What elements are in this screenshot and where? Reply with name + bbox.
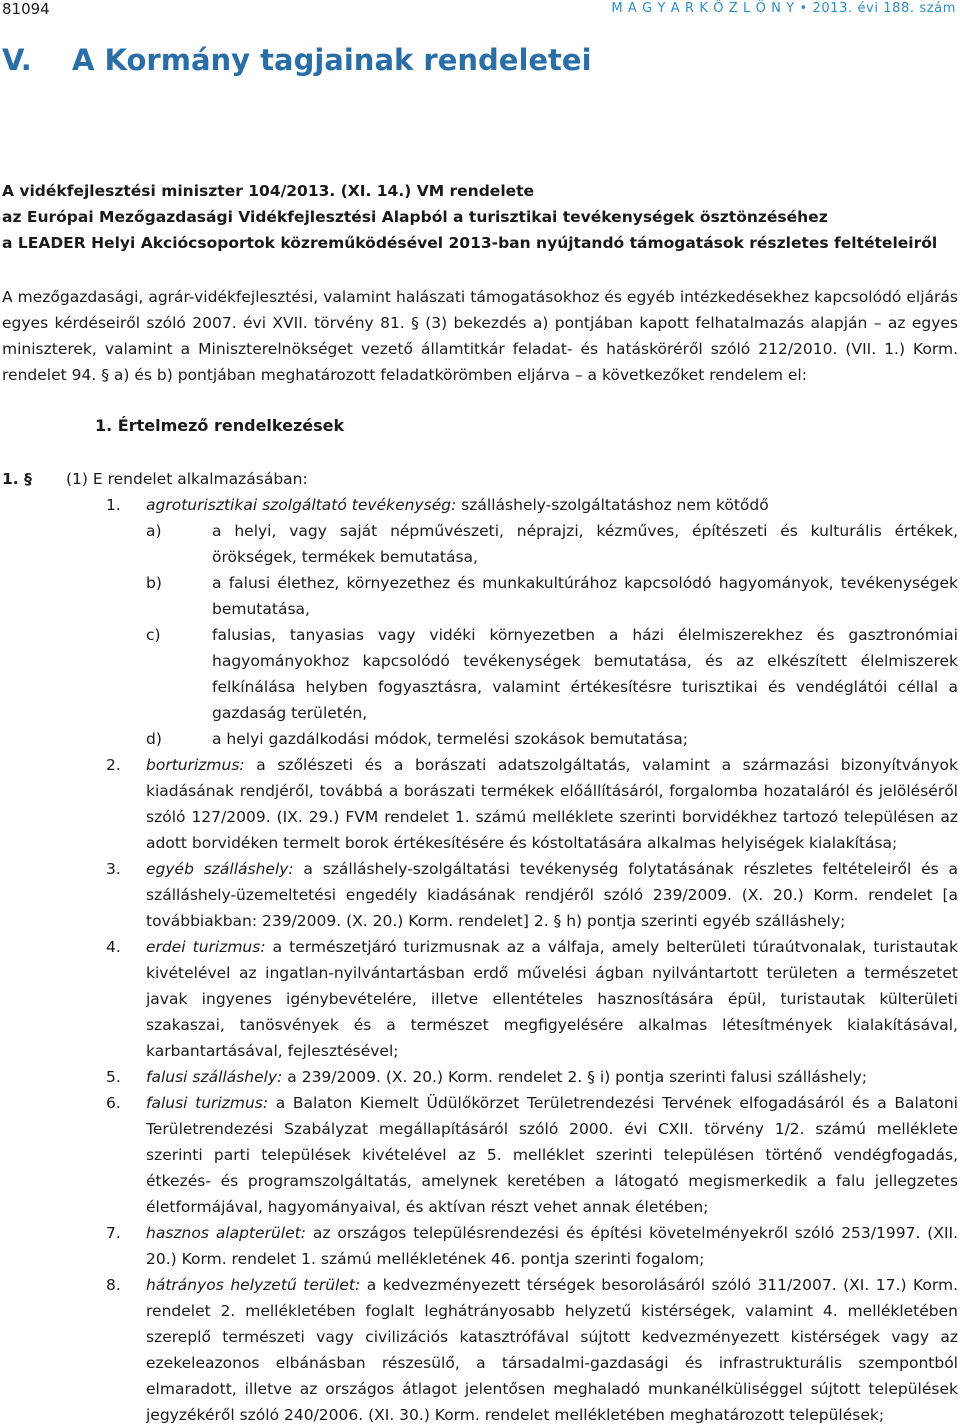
paragraph-1	[2, 466, 308, 492]
definition-text: szálláshely-szolgáltatáshoz nem kötődő	[456, 496, 769, 514]
definition-item-4	[106, 934, 958, 1064]
defined-term: hasznos alapterület:	[146, 1224, 306, 1242]
defined-term: erdei turizmus:	[146, 938, 266, 956]
item-number: 2.	[106, 756, 121, 774]
sub-item-letter: d)	[146, 730, 162, 748]
definition-list	[106, 492, 958, 1428]
definition-text: a 239/2009. (X. 20.) Korm. rendelet 2. § i) pontja szerinti falusi szálláshely;	[282, 1068, 868, 1086]
section-number: V.	[2, 43, 32, 77]
section-title: A Kormány tagjainak rendeletei	[72, 43, 592, 77]
defined-term: hátrányos helyzetű terület:	[146, 1276, 361, 1294]
item-number: 8.	[106, 1276, 121, 1294]
definition-item-7	[106, 1220, 958, 1272]
decree-title-line-3: a LEADER Helyi Akciócsoportok közreműködésével 2013-ban nyújtandó támogatások részletes feltételeiről	[2, 234, 938, 252]
sub-item-c	[146, 622, 958, 726]
definition-item-2	[106, 752, 958, 856]
definition-text: a Balaton Kiemelt Üdülőkörzet Területrendezési Tervének elfogadásáról és a Balatoni Területrendezési Szabályzat megállapításáról szóló 2000. évi CXII. törvény 1/2. számú melléklete szerinti parti települések kivételével az 5. melléklet szerinti településen történő vendégfogadás, étkezés- és programszolgáltatás, amelynek keretében a látogató megismerkedik a falu jellegzetes életformájával, hagyományaival, és aktívan részt vehet annak életében;	[146, 1094, 958, 1216]
item-number: 7.	[106, 1224, 121, 1242]
preamble: A mezőgazdasági, agrár-vidékfejlesztési, valamint halászati támogatásokhoz és egyéb intézkedésekhez kapcsolódó eljárás egyes kérdéseiről szóló 2007. évi XVII. törvény 81. § (3) bekezdés a) pontjában kapott felhatalmazás alapján – az egyes miniszterek, valamint a Miniszterelnökséget vezető államtitkár feladat- és hatásköréről szóló 212/2010. (VII. 1.) Korm. rendelet 94. § a) és b) pontjában meghatározott feladatkörömben eljárva – a következőket rendelem el:	[2, 288, 958, 384]
defined-term: egyéb szálláshely:	[146, 860, 294, 878]
item-number: 3.	[106, 860, 121, 878]
sub-item-b	[146, 570, 958, 622]
sub-item-text: a helyi, vagy saját népművészeti, néprajzi, kézműves, építészeti és kulturális értékek, örökségek, termékek bemutatása,	[212, 522, 958, 566]
sub-item-a	[146, 518, 958, 570]
decree-title-line-1: A vidékfejlesztési miniszter 104/2013. (XI. 14.) VM rendelete	[2, 182, 535, 200]
defined-term: agroturisztikai szolgáltató tevékenység:	[146, 496, 457, 514]
sub-item-d	[146, 726, 958, 752]
journal-header: M A G Y A R K Ö Z L Ö N Y • 2013. évi 188. szám	[611, 1, 956, 16]
sub-item-letter: a)	[146, 522, 162, 540]
definition-item-1	[106, 492, 958, 518]
definition-text: a természetjáró turizmusnak az a válfaja, amely belterületi túraútvonalak, turistautak kivételével az ingatlan-nyilvántartásban erdő művelési ágban nyilvántartott területen a természetet javak ingyenes igénybevételére, illetve ellentételes hasznosítására épül, turistautak külterületi szakaszai, tanösvények és a természet megfigyelésére alkalmas létesítmények kialakításával, karbantartásával, fejlesztésével;	[146, 938, 958, 1060]
page-number: 81094	[2, 0, 50, 18]
chapter-heading: 1. Értelmező rendelkezések	[95, 416, 345, 435]
sub-item-text: falusias, tanyasias vagy vidéki környezetben a házi élelmiszerekhez és gasztronómiai hagyományokhoz kapcsolódó tevékenységek bemutatása, és az elkészített élelmiszerek felkínálása helyben fogyasztásra, valamint értékesítésre turisztikai és vendéglátói céllal a gazdaság területén,	[212, 626, 958, 722]
defined-term: falusi szálláshely:	[146, 1068, 283, 1086]
definition-item-6	[106, 1090, 958, 1220]
item-number: 6.	[106, 1094, 121, 1112]
definition-text: az országos településrendezési és építési követelményekről szóló 253/1997. (XII. 20.) Korm. rendelet 1. számú mellékletének 46. pontja szerinti fogalom;	[146, 1224, 959, 1268]
definition-text: a szőlészeti és a borászati adatszolgáltatás, valamint a származási bizonyítványok kiadásának rendjéről, továbbá a borászati termékek előállításáról, forgalomba hozataláról és jelöléséről szóló 127/2009. (IX. 29.) FVM rendelet 1. számú melléklete szerinti borvidékhez tartozó településen az adott borvidéken termelt borok értékesítésére és kóstoltatására alkalmas helyiségek kialakítása;	[146, 756, 958, 852]
definition-item-8	[106, 1272, 958, 1428]
paragraph-number: 1. §	[2, 470, 32, 488]
item-number: 5.	[106, 1068, 121, 1086]
section-heading	[2, 42, 592, 78]
decree-title-line-2: az Európai Mezőgazdasági Vidékfejlesztési Alapból a turisztikai tevékenységek ösztönzéséhez	[2, 208, 828, 226]
sub-item-text: a falusi élethez, környezethez és munkakultúrához kapcsolódó hagyományok, tevékenységek bemutatása,	[212, 574, 958, 618]
definition-item-3	[106, 856, 958, 934]
item-number: 1.	[106, 496, 121, 514]
paragraph-text: (1) E rendelet alkalmazásában:	[66, 470, 308, 488]
defined-term: falusi turizmus:	[146, 1094, 269, 1112]
item-number: 4.	[106, 938, 121, 956]
sub-item-text: a helyi gazdálkodási módok, termelési szokások bemutatása;	[212, 730, 689, 748]
sub-item-letter: b)	[146, 574, 162, 592]
definition-item-5	[106, 1064, 958, 1090]
defined-term: borturizmus:	[146, 756, 245, 774]
decree-title	[2, 178, 958, 256]
definition-text: a kedvezményezett térségek besorolásáról szóló 311/2007. (XI. 17.) Korm. rendelet 2. mellékletében foglalt leghátrányosabb helyzetű kistérségek, valamint 4. mellékletében szereplő természeti vagy civilizációs katasztrófával sújtott kedvezményezett kistérségek vagy az ezekeleazonos elbánásban részesülő, a társadalmi-gazdasági és infrastrukturális szempontból elmaradott, illetve az országos átlagot jelentősen meghaladó munkanélküliséggel sújtott települések jegyzékéről szóló 240/2006. (XI. 30.) Korm. rendelet mellékletében meghatározott települések;	[146, 1276, 958, 1424]
definition-text: a szálláshely-szolgáltatási tevékenység folytatásának részletes feltételeiről és a szálláshely-üzemeltetési engedély kiadásának rendjéről szóló 239/2009. (X. 20.) Korm. rendelet [a továbbiakban: 239/2009. (X. 20.) Korm. rendelet] 2. § h) pontja szerinti egyéb szálláshely;	[146, 860, 958, 930]
sub-item-letter: c)	[146, 626, 161, 644]
